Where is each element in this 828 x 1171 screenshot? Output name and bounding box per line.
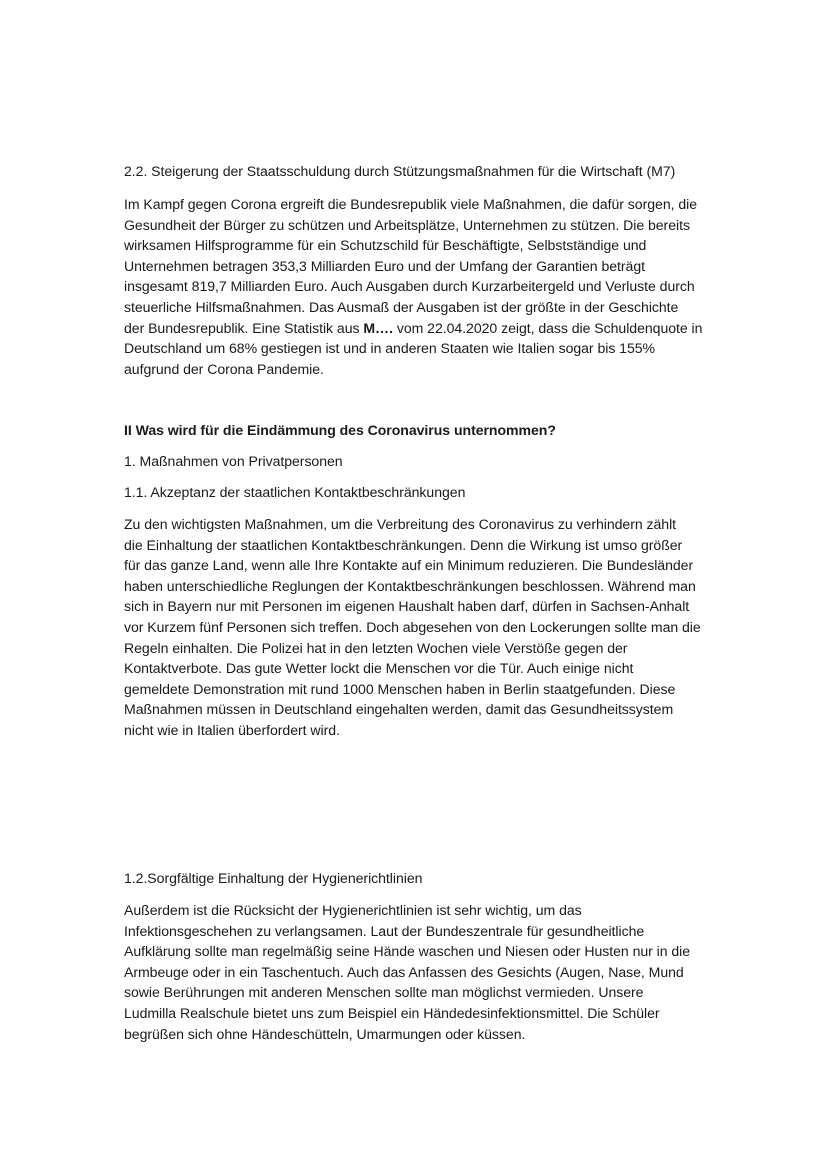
paragraph-line: Außerdem ist die Rücksicht der Hygienerichtlinien ist sehr wichtig, um das bbox=[124, 902, 582, 918]
paragraph-line: Deutschland um 68% gestiegen ist und in anderen Staaten wie Italien sogar bis 155% bbox=[124, 340, 656, 357]
paragraph-line: Maßnahmen müssen in Deutschland eingehalten werden, damit das Gesundheitssystem bbox=[124, 701, 674, 718]
paragraph-line bbox=[124, 318, 712, 339]
paragraph-line: Kontaktverbote. Das gute Wetter lockt die Menschen vor die Tür. Auch einige nicht bbox=[124, 660, 634, 677]
paragraph-line: gemeldete Demonstration mit rund 1000 Menschen haben in Berlin staatgefunden. Diese bbox=[124, 680, 676, 697]
section-1-1-heading: 1.1. Akzeptanz der staatlichen Kontaktbeschränkungen bbox=[124, 484, 466, 500]
section-II-heading: II Was wird für die Eindämmung des Coronavirus unternommen? bbox=[124, 422, 556, 438]
paragraph-line: Infektionsgeschehen zu verlangsamen. Laut der Bundeszentrale für gesundheitliche bbox=[124, 922, 645, 939]
paragraph-line: Zu den wichtigsten Maßnahmen, um die Verbreitung des Coronavirus zu verhindern zählt bbox=[124, 516, 677, 532]
section-1-2-paragraph bbox=[124, 900, 712, 1044]
paragraph-line: haben unterschiedliche Reglungen der Kontaktbeschränkungen beschlossen. Während man bbox=[124, 577, 696, 594]
paragraph-line: vor Kurzem fünf Personen sich treffen. Doch abgesehen von den Lockerungen sollte man die bbox=[124, 618, 701, 635]
paragraph-line: sowie Berührungen mit anderen Menschen sollte man möglichst vermieden. Unsere bbox=[124, 984, 644, 1001]
paragraph-line: Unternehmen betragen 353,3 Milliarden Euro und der Umfang der Garantien beträgt bbox=[124, 257, 645, 274]
section-1-2-heading: 1.2.Sorgfältige Einhaltung der Hygienerichtlinien bbox=[124, 870, 423, 886]
paragraph-line: steuerliche Hilfsmaßnahmen. Das Ausmaß der Ausgaben ist der größte in der Geschichte bbox=[124, 298, 679, 315]
paragraph-line: nicht wie in Italien überfordert wird. bbox=[124, 721, 340, 738]
paragraph-line: insgesamt 819,7 Milliarden Euro. Auch Ausgaben durch Kurzarbeitergeld und Verluste durch bbox=[124, 278, 695, 295]
paragraph-text: vom 22.04.2020 zeigt, dass die Schuldenquote in bbox=[392, 319, 703, 336]
section-2-2-paragraph bbox=[124, 194, 712, 379]
paragraph-line: wirksamen Hilfsprogramme für ein Schutzschild für Beschäftigte, Selbstständige und bbox=[124, 237, 647, 254]
paragraph-line: begrüßen sich ohne Händeschütteln, Umarmungen oder küssen. bbox=[124, 1025, 526, 1042]
paragraph-line: Aufklärung sollte man regelmäßig seine Hände waschen und Niesen oder Husten nur in die bbox=[124, 943, 691, 960]
section-1-heading: 1. Maßnahmen von Privatpersonen bbox=[124, 453, 343, 469]
paragraph-line: Gesundheit der Bürger zu schützen und Arbeitsplätze, Unternehmen zu stützen. Die bereits bbox=[124, 216, 690, 233]
paragraph-line: sich in Bayern nur mit Personen im eigenen Haushalt haben darf, dürfen in Sachsen-Anhalt bbox=[124, 598, 690, 615]
paragraph-line: für das ganze Land, wenn alle Ihre Kontakte auf ein Minimum reduzieren. Die Bundesländer bbox=[124, 557, 694, 574]
paragraph-line: Ludmilla Realschule bietet uns zum Beispiel ein Händedesinfektionsmittel. Die Schüler bbox=[124, 1004, 660, 1021]
paragraph-text: der Bundesrepublik. Eine Statistik aus bbox=[124, 319, 364, 336]
paragraph-line: Regeln einhalten. Die Polizei hat in den letzten Wochen viele Verstöße gegen der bbox=[124, 639, 628, 656]
paragraph-line: die Einhaltung der staatlichen Kontaktbeschränkungen. Denn die Wirkung ist umso größer bbox=[124, 536, 683, 553]
section-2-2-heading: 2.2. Steigerung der Staatsschuldung durch Stützungsmaßnahmen für die Wirtschaft (M7) bbox=[124, 163, 676, 179]
section-1-1-paragraph bbox=[124, 514, 712, 741]
paragraph-line: Armbeuge oder in ein Taschentuch. Auch das Anfassen des Gesichts (Augen, Nase, Mund bbox=[124, 963, 684, 980]
paragraph-line: aufgrund der Corona Pandemie. bbox=[124, 360, 324, 377]
source-reference: M…. bbox=[363, 319, 393, 336]
paragraph-line: Im Kampf gegen Corona ergreift die Bundesrepublik viele Maßnahmen, die dafür sorgen, die bbox=[124, 196, 697, 212]
